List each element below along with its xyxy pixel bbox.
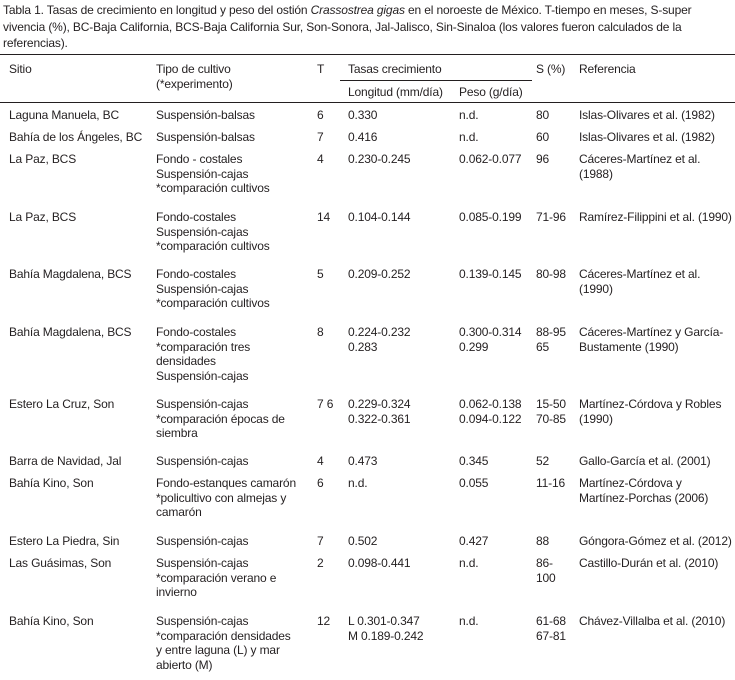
- header-bottom-rule: [0, 102, 735, 103]
- cell-sitio: Bahía Magdalena, BCS: [9, 325, 132, 339]
- cell-referencia: Islas-Olivares et al. (1982): [579, 130, 715, 144]
- cell-t: 8: [317, 325, 324, 339]
- cell-peso: 0.345: [459, 454, 489, 468]
- caption-line-1: [3, 3, 735, 20]
- cell-tipo: Suspensión-balsas: [156, 108, 255, 122]
- cell-s: 80: [536, 108, 550, 122]
- table-caption: [3, 3, 735, 53]
- cell-referencia: (1990): [579, 411, 613, 426]
- cell-referencia: Martínez-Córdova y: [579, 476, 682, 490]
- cell-peso: 0.300-0.314: [459, 325, 522, 339]
- cell-s: 88: [536, 534, 550, 548]
- cell-tipo: Suspensión-cajas: [156, 614, 249, 628]
- cell-peso: 0.139-0.145: [459, 267, 522, 281]
- cell-referencia: Chávez-Villalba et al. (2010): [579, 614, 726, 628]
- cell-peso: 0.299: [459, 339, 489, 354]
- cell-tipo: *comparación densidades: [156, 628, 291, 643]
- cell-longitud: 0.322-0.361: [348, 411, 411, 426]
- header-tasas: Tasas crecimiento: [348, 62, 442, 76]
- cell-s: 80-98: [536, 267, 566, 281]
- cell-tipo: Fondo-estanques camarón: [156, 476, 296, 490]
- cell-longitud: 0.104-0.144: [348, 210, 411, 224]
- cell-tipo: *comparación épocas de: [156, 411, 285, 426]
- header-subrule: [340, 80, 532, 81]
- cell-tipo: invierno: [156, 585, 197, 599]
- cell-sitio: La Paz, BCS: [9, 152, 77, 166]
- cell-tipo: *comparación cultivos: [156, 296, 270, 310]
- cell-sitio: Estero La Piedra, Sin: [9, 534, 120, 548]
- cell-s: 60: [536, 130, 550, 144]
- cell-referencia: Castillo-Durán et al. (2010): [579, 556, 719, 570]
- cell-t: 4: [317, 152, 324, 166]
- cell-longitud: 0.209-0.252: [348, 267, 411, 281]
- cell-tipo: Suspensión-cajas: [156, 397, 249, 411]
- header-longitud: Longitud (mm/día): [348, 85, 443, 99]
- header-sitio: Sitio: [9, 62, 32, 76]
- cell-referencia: Cáceres-Martínez et al.: [579, 267, 701, 281]
- cell-tipo: *comparación verano e: [156, 570, 277, 585]
- cell-s: 88-95: [536, 325, 566, 339]
- cell-referencia: (1988): [579, 166, 613, 181]
- cell-longitud: 0.224-0.232: [348, 325, 411, 339]
- cell-peso: 0.055: [459, 476, 489, 490]
- cell-sitio: La Paz, BCS: [9, 210, 77, 224]
- header-peso: Peso (g/día): [459, 85, 523, 99]
- cell-tipo: abierto (M): [156, 657, 213, 672]
- header-tipo-line-2: (*experimento): [156, 77, 233, 91]
- cell-t: 7 6: [317, 397, 334, 411]
- caption-line-3: referencias).: [3, 36, 68, 50]
- cell-s: 61-68: [536, 614, 566, 628]
- cell-longitud: 0.502: [348, 534, 378, 548]
- cell-tipo: *comparación cultivos: [156, 239, 270, 253]
- caption-text: Tabla 1. Tasas de crecimiento en longitud y peso del ostión: [3, 3, 311, 17]
- cell-referencia: Islas-Olivares et al. (1982): [579, 108, 715, 122]
- cell-tipo: *comparación cultivos: [156, 181, 270, 195]
- header-t: T: [317, 62, 325, 76]
- cell-tipo: Suspensión-cajas: [156, 281, 249, 296]
- cell-tipo: Suspensión-cajas: [156, 224, 249, 239]
- cell-sitio: Laguna Manuela, BC: [9, 108, 120, 122]
- header-tipo-line-1: Tipo de cultivo: [156, 62, 231, 76]
- cell-sitio: Bahía de los Ángeles, BC: [9, 130, 143, 144]
- species-name: Crassostrea gigas: [310, 3, 405, 17]
- cell-s: 100: [536, 570, 556, 585]
- cell-longitud: 0.283: [348, 339, 378, 354]
- cell-tipo: Fondo-costales: [156, 210, 236, 224]
- cell-longitud: 0.473: [348, 454, 378, 468]
- cell-sitio: Barra de Navidad, Jal: [9, 454, 122, 468]
- cell-s: 86-: [536, 556, 553, 570]
- cell-referencia: Góngora-Gómez et al. (2012): [579, 534, 732, 548]
- table-top-rule: [0, 54, 735, 55]
- cell-tipo: Suspensión-balsas: [156, 130, 255, 144]
- cell-longitud: L 0.301-0.347: [348, 614, 420, 628]
- cell-peso: 0.085-0.199: [459, 210, 522, 224]
- cell-peso: n.d.: [459, 614, 479, 628]
- cell-peso: n.d.: [459, 130, 479, 144]
- cell-referencia: Gallo-García et al. (2001): [579, 454, 711, 468]
- cell-tipo: Suspensión-cajas: [156, 556, 249, 570]
- cell-referencia: Martínez-Porchas (2006): [579, 490, 709, 505]
- cell-s: 67-81: [536, 628, 566, 643]
- cell-s: 71-96: [536, 210, 566, 224]
- cell-sitio: Bahía Kino, Son: [9, 476, 94, 490]
- cell-tipo: densidades: [156, 354, 216, 368]
- cell-longitud: 0.098-0.441: [348, 556, 411, 570]
- cell-s: 52: [536, 454, 550, 468]
- cell-peso: n.d.: [459, 556, 479, 570]
- cell-t: 12: [317, 614, 331, 628]
- cell-peso: 0.427: [459, 534, 489, 548]
- cell-t: 2: [317, 556, 324, 570]
- cell-tipo: y entre laguna (L) y mar: [156, 643, 280, 657]
- cell-referencia: Ramírez-Filippini et al. (1990): [579, 210, 732, 224]
- cell-tipo: Suspensión-cajas: [156, 454, 249, 468]
- cell-longitud: 0.229-0.324: [348, 397, 411, 411]
- cell-peso: 0.062-0.138: [459, 397, 522, 411]
- cell-t: 5: [317, 267, 324, 281]
- cell-s: 65: [536, 339, 550, 354]
- cell-s: 15-50: [536, 397, 566, 411]
- cell-s: 70-85: [536, 411, 566, 426]
- cell-tipo: camarón: [156, 505, 202, 519]
- cell-referencia: Martínez-Córdova y Robles: [579, 397, 722, 411]
- cell-referencia: Bustamente (1990): [579, 339, 679, 354]
- cell-t: 7: [317, 534, 324, 548]
- header-referencia: Referencia: [579, 62, 636, 76]
- cell-tipo: *policultivo con almejas y: [156, 490, 287, 505]
- cell-t: 6: [317, 108, 324, 122]
- cell-referencia: (1990): [579, 281, 613, 296]
- cell-sitio: Estero La Cruz, Son: [9, 397, 115, 411]
- cell-tipo: siembra: [156, 426, 198, 440]
- cell-tipo: Suspensión-cajas: [156, 368, 249, 383]
- cell-t: 7: [317, 130, 324, 144]
- cell-sitio: Las Guásimas, Son: [9, 556, 112, 570]
- cell-tipo: Fondo - costales: [156, 152, 243, 166]
- cell-t: 14: [317, 210, 331, 224]
- caption-text: en el noroeste de México. T-tiempo en meses, S-super: [404, 3, 692, 17]
- cell-referencia: Cáceres-Martínez y García-: [579, 325, 724, 339]
- cell-longitud: n.d.: [348, 476, 368, 490]
- cell-s: 11-16: [536, 476, 566, 490]
- cell-tipo: *comparación tres: [156, 339, 251, 354]
- cell-referencia: Cáceres-Martínez et al.: [579, 152, 701, 166]
- caption-line-2: vivencia (%), BC-Baja California, BCS-Baja California Sur, Son-Sonora, Jal-Jalisco, Sin-Sinaloa (los valores fueron calculados de la: [3, 19, 682, 34]
- cell-sitio: Bahía Magdalena, BCS: [9, 267, 132, 281]
- cell-tipo: Fondo-costales: [156, 267, 236, 281]
- cell-tipo: Suspensión-cajas: [156, 166, 249, 181]
- cell-t: 6: [317, 476, 324, 490]
- cell-longitud: 0.416: [348, 130, 378, 144]
- cell-peso: 0.094-0.122: [459, 411, 522, 426]
- cell-tipo: Suspensión-cajas: [156, 534, 249, 548]
- cell-sitio: Bahía Kino, Son: [9, 614, 94, 628]
- header-s: S (%): [536, 62, 566, 76]
- cell-longitud: 0.230-0.245: [348, 152, 411, 166]
- cell-tipo: Fondo-costales: [156, 325, 236, 339]
- cell-longitud: M 0.189-0.242: [348, 628, 424, 643]
- cell-s: 96: [536, 152, 550, 166]
- cell-peso: n.d.: [459, 108, 479, 122]
- cell-longitud: 0.330: [348, 108, 378, 122]
- cell-peso: 0.062-0.077: [459, 152, 522, 166]
- cell-t: 4: [317, 454, 324, 468]
